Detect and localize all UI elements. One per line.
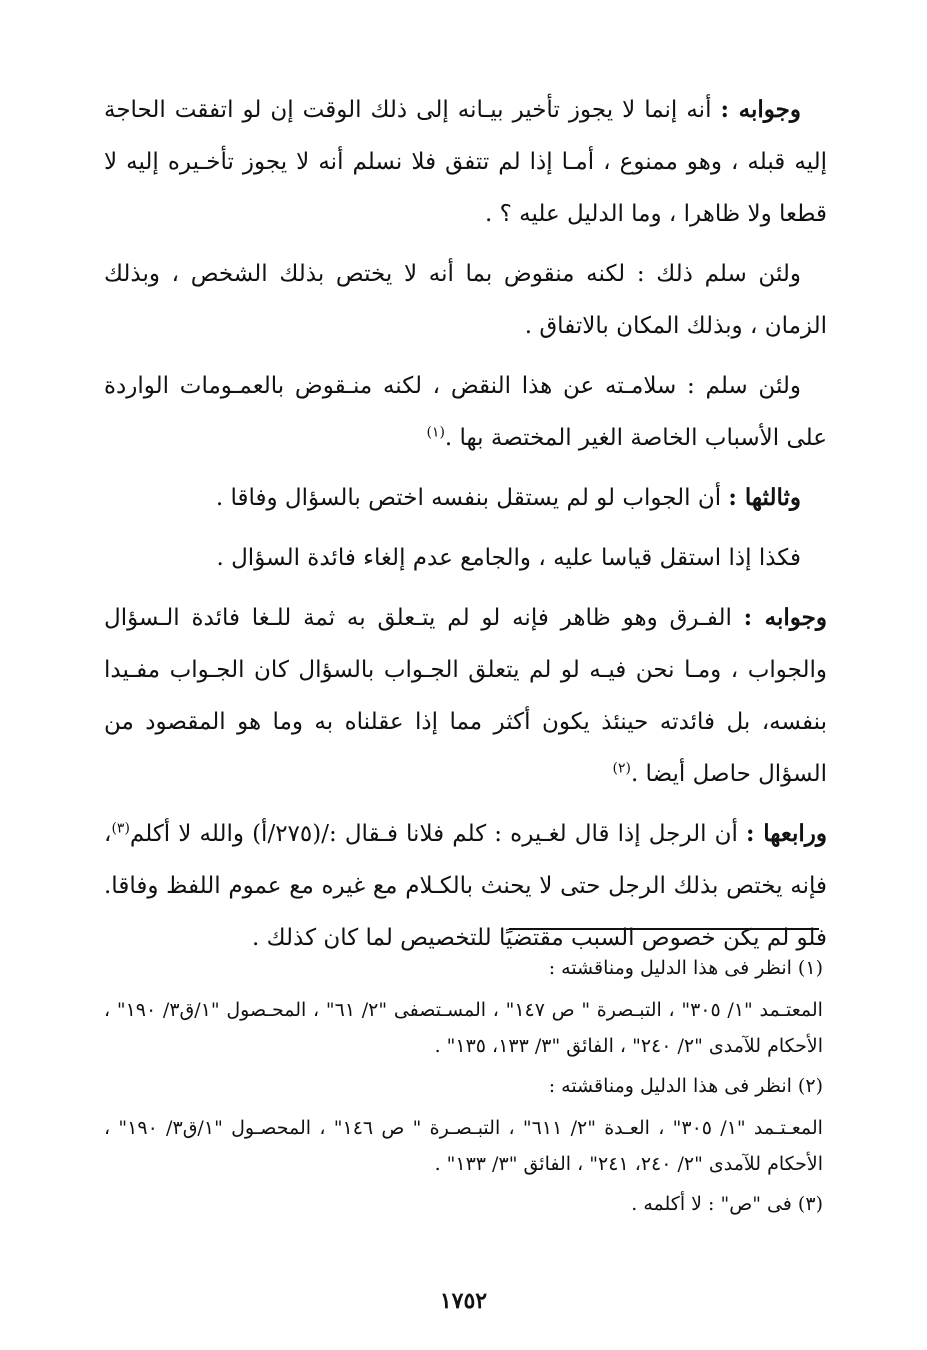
footnote-divider (509, 928, 819, 930)
paragraph-lead: ورابعها : (745, 820, 827, 847)
paragraph-answer-2 (104, 592, 827, 800)
paragraph-text: أن الجواب لو لم يستقل بنفسه اختص بالسؤال وفاقا . (215, 485, 729, 511)
paragraph-lead: وجوابه : (743, 604, 828, 631)
paragraph-objection-1 (104, 248, 827, 352)
footnote-2-body: المعـتـمد "١/ ٣٠٥" ، العـدة "٢/ ٦١١" ، التبـصـرة " ص ١٤٦" ، المحصـول "١/ق٣/ ١٩٠" ، الأحكام للآمدى "٢/ ٢٤٠، ٢٤١" ، الفائق "٣/ ١٣٣" . (104, 1117, 823, 1175)
paragraph-fourth-argument (104, 808, 827, 964)
paragraph-objection-2 (104, 360, 827, 464)
paragraph-text: ولئن سلم ذلك : لكنه منقوض بما أنه لا يختص بذلك الشخص ، وبذلك الزمان ، وبذلك المكان بالاتفاق . (104, 261, 827, 339)
footnotes (104, 950, 823, 1222)
page-number: ١٧٥٢ (439, 1288, 488, 1314)
paragraph-text: ولئن سلم : سلامـته عن هذا النقض ، لكنه منـقوض بالعمـومات الواردة على الأسباب الخاصة الغير المختصة بها . (104, 373, 827, 451)
paragraph-answer-1 (104, 84, 827, 240)
footnote-3-head: (٣) فى "ص" : لا أكلمه . (631, 1193, 823, 1215)
paragraph-lead: وجوابه : (720, 96, 802, 123)
paragraph-text: الفـرق وهو ظاهر فإنه لو لم يتـعلق به ثمة للـغا فائدة الـسؤال والجواب ، ومـا نحن فيـه لو لم يتعلق الجـواب بالسؤال كان الجـواب مفـيدا بنفسه، بل فائدته حينئذ يكون أكثر مما إذا عقلناه به وما هو المقصود من السؤال حاصل أيضا . (104, 605, 827, 787)
paragraph-text-tail: ، فإنه يختص بذلك الرجل حتى لا يحنث بالكـلام مع غيره مع عموم اللفظ وفاقا. فلو لم يكن خصوص السبب مقتضيًا للتخصيص لما كان كذلك . (104, 821, 827, 951)
paragraph-text: فكذا إذا استقل قياسا عليه ، والجامع عدم إلغاء فائدة السؤال . (216, 545, 801, 571)
paragraph-text: أن الرجل إذا قال لغـيره : كلم فلانا فـقال :/(٢٧٥/أ) والله لا أكلم (129, 821, 746, 847)
paragraph-analogy (104, 532, 827, 584)
footnote-1-body: المعتـمد "١/ ٣٠٥" ، التبـصرة " ص ١٤٧" ، المسـتصفى "٢/ ٦١" ، المحـصول "١/ق٣/ ١٩٠" ، الأحكام للآمدى "٢/ ٢٤٠" ، الفائق "٣/ ١٣٣، ١٣٥" . (104, 999, 823, 1057)
paragraph-third-argument (104, 472, 827, 524)
paragraph-text: أنه إنما لا يجوز تأخير بيـانه إلى ذلك الوقت إن لو اتفقت الحاجة إليه قبله ، وهو ممنوع ، أمـا إذا لم تتفق فلا نسلم أنه لا يجوز تأخـيره إليه لا قطعا ولا ظاهرا ، وما الدليل عليه ؟ . (104, 97, 827, 227)
paragraph-lead: وثالثها : (728, 484, 801, 511)
footnote-marker[interactable]: (٢) (612, 760, 631, 777)
footnote-1-head: (١) انظر فى هذا الدليل ومناقشته : (548, 957, 823, 979)
footnote-2-head: (٢) انظر فى هذا الدليل ومناقشته : (548, 1075, 823, 1097)
footnote-marker[interactable]: (١) (426, 424, 445, 441)
footnote-marker[interactable]: (٣) (111, 820, 130, 837)
